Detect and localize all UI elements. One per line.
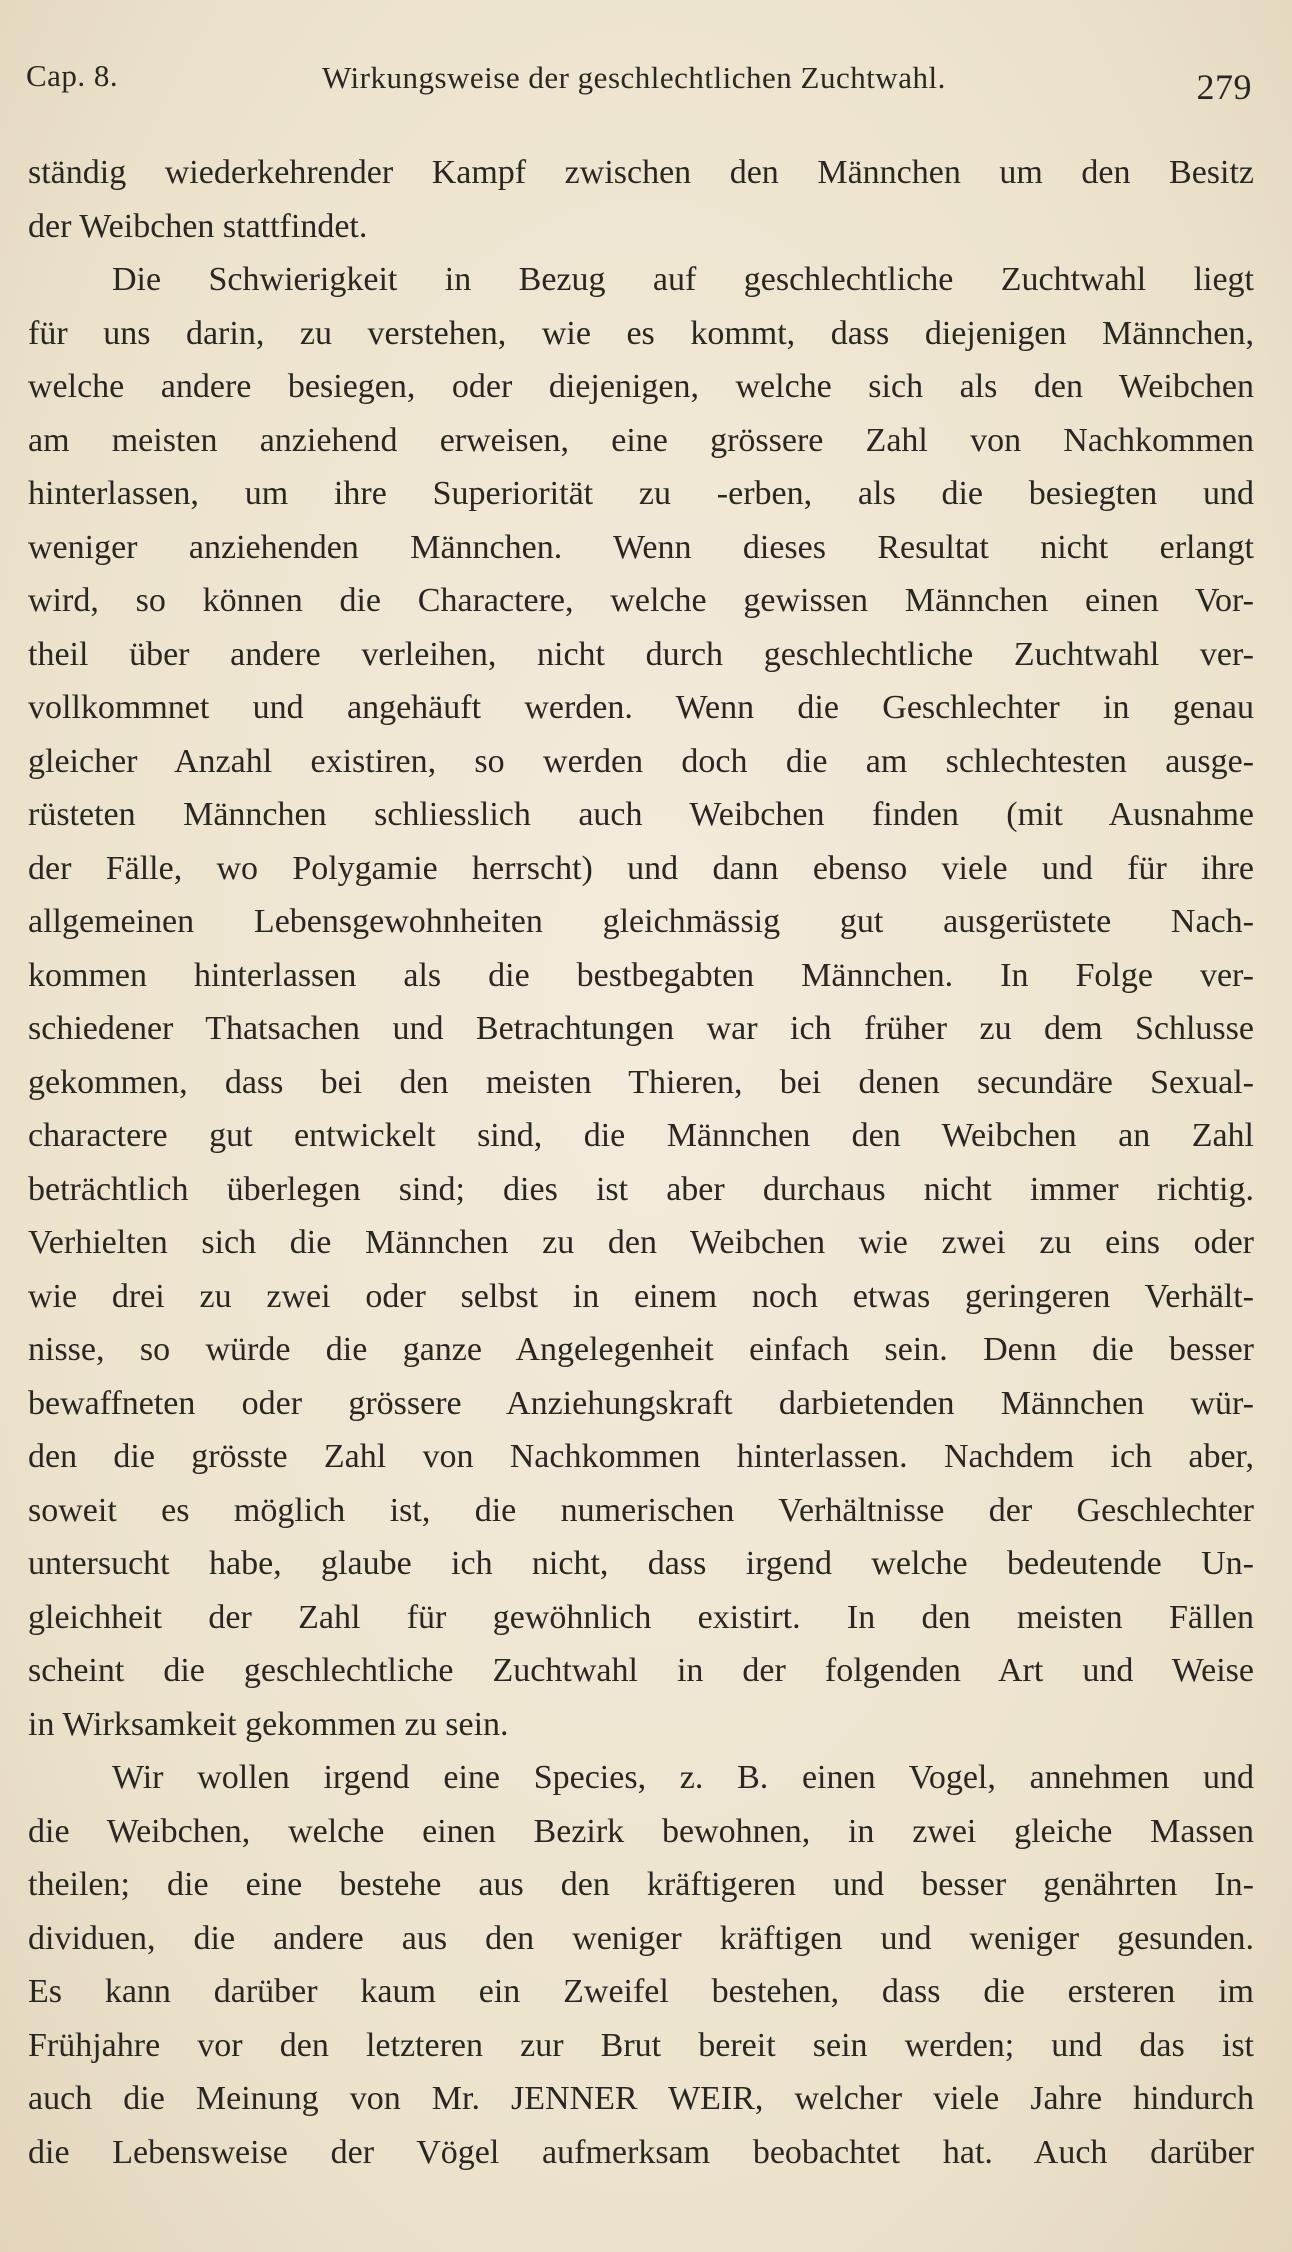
- text-line: Verhielten sich die Männchen zu den Weibchen wie zwei zu eins oder: [28, 1224, 1254, 1261]
- text-line: in Wirksamkeit gekommen zu sein.: [28, 1705, 509, 1743]
- text-line: wird, so können die Charactere, welche gewissen Männchen einen Vor-: [28, 582, 1254, 619]
- text-line: weniger anziehenden Männchen. Wenn dieses Resultat nicht erlangt: [28, 528, 1254, 566]
- text-line: schiedener Thatsachen und Betrachtungen war ich früher zu dem Schlusse: [28, 1010, 1254, 1047]
- text-line: rüsteten Männchen schliesslich auch Weibchen finden (mit Ausnahme: [28, 796, 1254, 833]
- text-line: bewaffneten oder grössere Anziehungskraft darbietenden Männchen wür-: [28, 1384, 1254, 1422]
- text-line: der Weibchen stattfindet.: [28, 207, 368, 245]
- text-line: die Weibchen, welche einen Bezirk bewohnen, in zwei gleiche Massen: [28, 1812, 1254, 1850]
- text-line: den die grösste Zahl von Nachkommen hinterlassen. Nachdem ich aber,: [28, 1438, 1254, 1475]
- text-line: nisse, so würde die ganze Angelegenheit einfach sein. Denn die besser: [28, 1331, 1254, 1368]
- text-line: ständig wiederkehrender Kampf zwischen den Männchen um den Besitz: [28, 154, 1254, 191]
- text-line: Es kann darüber kaum ein Zweifel bestehen, dass die ersteren im: [28, 1973, 1254, 2010]
- text-line: die Lebensweise der Vögel aufmerksam beobachtet hat. Auch darüber: [28, 2133, 1254, 2171]
- text-line: für uns darin, zu verstehen, wie es kommt, dass diejenigen Männchen,: [28, 314, 1254, 352]
- text-line: kommen hinterlassen als die bestbegabten Männchen. In Folge ver-: [28, 956, 1254, 994]
- paragraph-start-line: Die Schwierigkeit in Bezug auf geschlechtliche Zuchtwahl liegt: [112, 261, 1254, 298]
- text-line: untersucht habe, glaube ich nicht, dass irgend welche bedeutende Un-: [28, 1545, 1254, 1582]
- text-line: gleichheit der Zahl für gewöhnlich existirt. In den meisten Fällen: [28, 1598, 1254, 1636]
- text-line: Frühjahre vor den letzteren zur Brut bereit sein werden; und das ist: [28, 2026, 1254, 2064]
- running-header: [26, 58, 1252, 108]
- text-line: theilen; die eine bestehe aus den kräftigeren und besser genährten In-: [28, 1866, 1254, 1903]
- text-line: der Fälle, wo Polygamie herrscht) und dann ebenso viele und für ihre: [28, 849, 1254, 887]
- text-line: hinterlassen, um ihre Superiorität zu -erben, als die besiegten und: [28, 475, 1254, 512]
- text-line: charactere gut entwickelt sind, die Männchen den Weibchen an Zahl: [28, 1117, 1254, 1154]
- text-line: welche andere besiegen, oder diejenigen, welche sich als den Weibchen: [28, 368, 1254, 405]
- text-line: dividuen, die andere aus den weniger kräftigen und weniger gesunden.: [28, 1919, 1254, 1957]
- text-line: wie drei zu zwei oder selbst in einem noch etwas geringeren Verhält-: [28, 1277, 1254, 1315]
- text-line: soweit es möglich ist, die numerischen Verhältnisse der Geschlechter: [28, 1491, 1254, 1529]
- paragraph-start-line: Wir wollen irgend eine Species, z. B. einen Vogel, annehmen und: [112, 1759, 1254, 1796]
- text-line: am meisten anziehend erweisen, eine grössere Zahl von Nachkommen: [28, 421, 1254, 459]
- running-title: Wirkungsweise der geschlechtlichen Zuchtwahl.: [322, 60, 946, 95]
- body-text: [28, 146, 1254, 2179]
- page-number: 279: [1196, 67, 1252, 107]
- text-line: theil über andere verleihen, nicht durch geschlechtliche Zuchtwahl ver-: [28, 635, 1254, 673]
- text-line: vollkommnet und angehäuft werden. Wenn die Geschlechter in genau: [28, 689, 1254, 726]
- text-line: auch die Meinung von Mr. JENNER WEIR, welcher viele Jahre hindurch: [28, 2080, 1254, 2117]
- text-line: gleicher Anzahl existiren, so werden doch die am schlechtesten ausge-: [28, 742, 1254, 780]
- chapter-label: Cap. 8.: [26, 58, 119, 93]
- text-line: allgemeinen Lebensgewohnheiten gleichmässig gut ausgerüstete Nach-: [28, 903, 1254, 940]
- text-line: scheint die geschlechtliche Zuchtwahl in der folgenden Art und Weise: [28, 1652, 1254, 1689]
- text-line: gekommen, dass bei den meisten Thieren, bei denen secundäre Sexual-: [28, 1063, 1254, 1101]
- text-line: beträchtlich überlegen sind; dies ist aber durchaus nicht immer richtig.: [28, 1170, 1254, 1208]
